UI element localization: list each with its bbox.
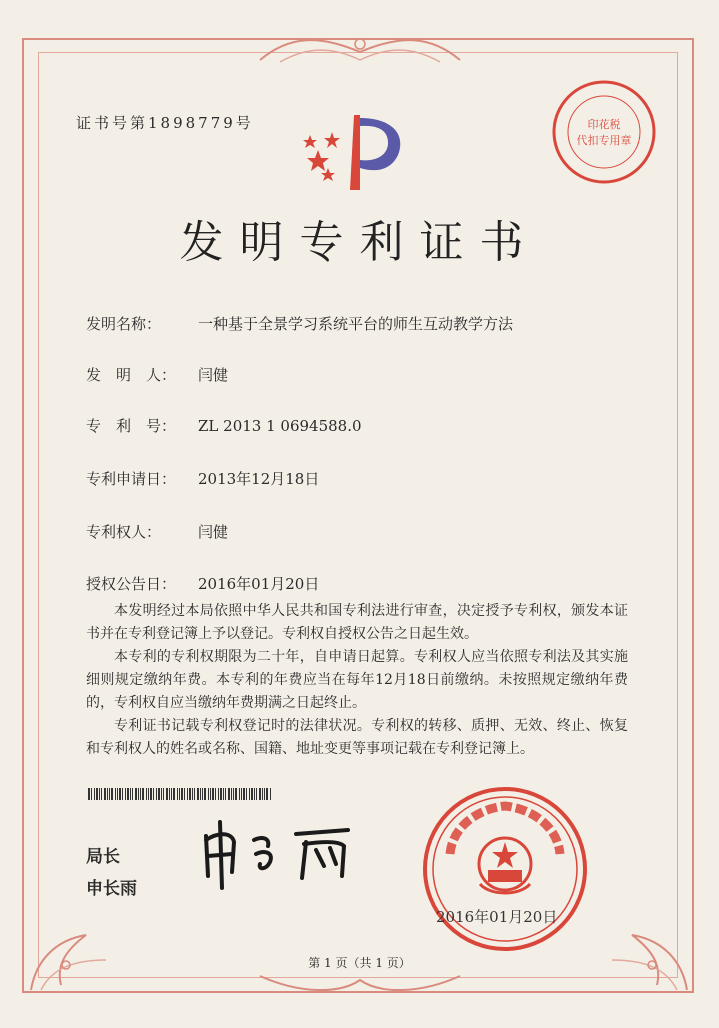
barcode-bar — [179, 788, 180, 800]
barcode-bar — [142, 788, 144, 800]
barcode-bar — [91, 788, 92, 800]
barcode-bar — [262, 788, 263, 800]
barcode-bar — [173, 788, 175, 800]
field-patent-number — [86, 415, 362, 436]
barcode-bar — [228, 788, 230, 800]
barcode-bar — [210, 788, 211, 800]
agency-stamp — [550, 78, 658, 186]
barcode-bar — [243, 788, 245, 800]
barcode-bar — [107, 788, 108, 800]
field-label: 发 明 人： — [86, 366, 177, 384]
field-value: 2016年01月20日 — [198, 575, 320, 593]
barcode-bar — [270, 788, 271, 800]
barcode-bar — [140, 788, 141, 800]
barcode-bar — [246, 788, 247, 800]
barcode-bar — [215, 788, 216, 800]
barcode-bar — [241, 788, 242, 800]
barcode-bar — [130, 788, 131, 800]
barcode-bar — [161, 788, 162, 800]
field-label: 专 利 号： — [86, 417, 177, 435]
paragraph: 本专利的专利权期限为二十年，自申请日起算。专利权人应当依照专利法及其实施细则规定缴纳年费。本专利的年费应当在每年12月18日前缴纳。未按照规定缴纳年费的，专利权自应当缴纳年费期满之日起终止。 — [86, 649, 628, 711]
barcode-bar — [153, 788, 154, 800]
barcode-bar — [177, 788, 178, 800]
document-title: 发明专利证书 — [179, 217, 540, 268]
field-value: 闫健 — [198, 523, 229, 541]
barcode-bar — [231, 788, 232, 800]
barcode-bar — [187, 788, 188, 800]
paragraph: 本发明经过本局依照中华人民共和国专利法进行审查，决定授予专利权，颁发本证书并在专利登记簿上予以登记。专利权自授权公告之日起生效。 — [86, 603, 628, 642]
barcode-bar — [99, 788, 100, 800]
barcode-bar — [200, 788, 201, 800]
barcode-bar — [239, 788, 240, 800]
field-value: 闫健 — [198, 366, 229, 384]
barcode-bar — [158, 788, 160, 800]
barcode — [88, 788, 274, 800]
svg-text:代扣专用章: 代扣专用章 — [576, 134, 632, 147]
barcode-bar — [101, 788, 102, 800]
barcode-bar — [127, 788, 129, 800]
barcode-bar — [111, 788, 113, 800]
field-application-date — [86, 468, 319, 489]
barcode-bar — [233, 788, 234, 800]
barcode-bar — [132, 788, 133, 800]
field-invention-name — [86, 313, 513, 334]
barcode-bar — [259, 788, 261, 800]
field-label: 授权公告日： — [86, 575, 177, 593]
barcode-bar — [189, 788, 191, 800]
paragraph: 专利证书记载专利权登记时的法律状况。专利权的转移、质押、无效、终止、恢复和专利权人的姓名或名称、国籍、地址变更等事项记载在专利登记簿上。 — [86, 718, 628, 757]
barcode-bar — [135, 788, 137, 800]
barcode-bar — [197, 788, 199, 800]
barcode-bar — [96, 788, 98, 800]
barcode-bar — [249, 788, 250, 800]
barcode-bar — [104, 788, 106, 800]
field-label: 发明名称： — [86, 315, 162, 333]
field-grant-date — [86, 573, 319, 594]
barcode-bar — [266, 788, 268, 800]
barcode-bar — [218, 788, 219, 800]
patent-office-logo — [298, 110, 418, 195]
field-inventor — [86, 364, 228, 385]
director-name: 申长雨 — [86, 879, 137, 899]
field-label: 专利权人： — [86, 523, 162, 541]
barcode-bar — [184, 788, 185, 800]
barcode-bar — [225, 788, 226, 800]
barcode-bar — [192, 788, 193, 800]
barcode-bar — [119, 788, 121, 800]
field-label: 专利申请日： — [86, 470, 177, 488]
barcode-bar — [251, 788, 253, 800]
official-seal — [420, 784, 590, 954]
page-number: 第 1 页（共 1 页） — [308, 956, 411, 970]
barcode-bar — [115, 788, 116, 800]
director-title: 局长 — [86, 847, 120, 867]
barcode-bar — [220, 788, 222, 800]
director-signature — [198, 818, 368, 890]
barcode-bar — [254, 788, 255, 800]
field-patentee — [86, 521, 228, 542]
barcode-bar — [212, 788, 214, 800]
barcode-bar — [156, 788, 157, 800]
barcode-bar — [138, 788, 139, 800]
barcode-bar — [194, 788, 195, 800]
barcode-bar — [163, 788, 164, 800]
field-value: ZL 2013 1 0694588.0 — [198, 417, 362, 435]
certificate-body — [86, 600, 628, 761]
barcode-bar — [122, 788, 123, 800]
field-value: 一种基于全景学习系统平台的师生互动教学方法 — [198, 315, 514, 333]
barcode-bar — [235, 788, 237, 800]
barcode-bar — [204, 788, 206, 800]
barcode-bar — [169, 788, 170, 800]
barcode-bar — [117, 788, 118, 800]
barcode-bar — [148, 788, 149, 800]
svg-text:印花税: 印花税 — [587, 118, 621, 131]
barcode-bar — [88, 788, 90, 800]
barcode-bar — [109, 788, 110, 800]
barcode-bar — [202, 788, 203, 800]
barcode-bar — [125, 788, 126, 800]
barcode-bar — [166, 788, 168, 800]
barcode-bar — [94, 788, 95, 800]
barcode-bar — [146, 788, 147, 800]
barcode-bar — [171, 788, 172, 800]
barcode-bar — [181, 788, 183, 800]
barcode-bar — [256, 788, 257, 800]
barcode-bar — [150, 788, 152, 800]
issue-date: 2016年01月20日 — [436, 908, 558, 926]
barcode-bar — [208, 788, 209, 800]
certificate-number: 证书号第1898779号 — [76, 114, 254, 132]
field-value: 2013年12月18日 — [198, 470, 320, 488]
bottom-ornament — [250, 970, 470, 998]
barcode-bar — [223, 788, 224, 800]
top-ornament — [250, 30, 470, 70]
barcode-bar — [264, 788, 265, 800]
